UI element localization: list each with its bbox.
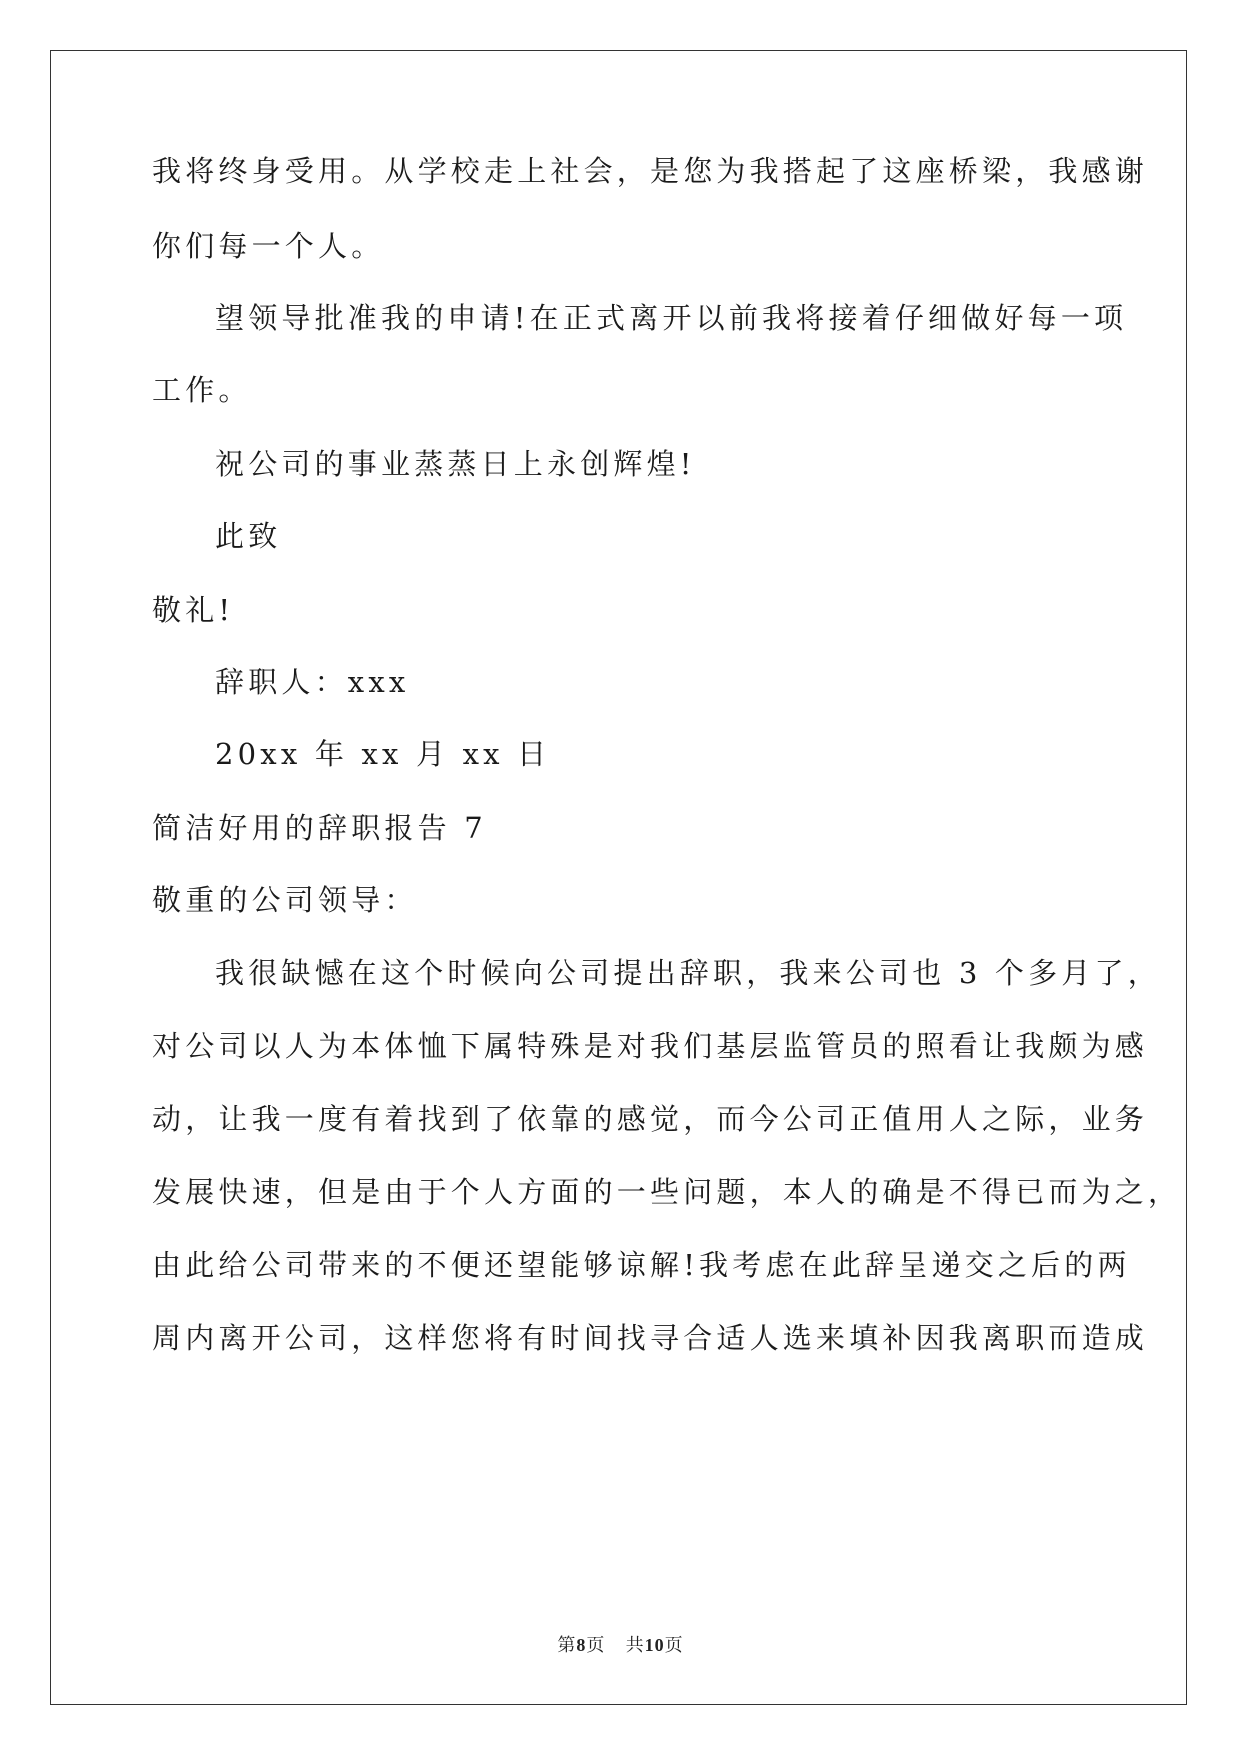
total-prefix: 共 — [625, 1635, 645, 1656]
text-line: 祝公司的事业蒸蒸日上永创辉煌! — [215, 447, 696, 481]
text-line: 此致 — [215, 519, 282, 553]
text-line: 工作。 — [152, 373, 252, 407]
page-number: 8 — [576, 1635, 587, 1655]
total-pages: 10 — [644, 1635, 665, 1655]
text-line: 敬礼! — [152, 593, 235, 627]
text-line: 动，让我一度有着找到了依靠的感觉，而今公司正值用人之际，业务 — [152, 1102, 1149, 1136]
page-prefix: 第 — [557, 1635, 577, 1656]
page-suffix: 页 — [586, 1635, 606, 1656]
text-line: 辞职人：xxx — [215, 665, 410, 699]
page-footer — [0, 1634, 1241, 1657]
text-line: 20xx 年 xx 月 xx 日 — [215, 737, 551, 771]
text-line: 你们每一个人。 — [152, 229, 385, 263]
section-title: 简洁好用的辞职报告 7 — [152, 811, 487, 845]
text-line: 我将终身受用。从学校走上社会，是您为我搭起了这座桥梁，我感谢 — [152, 154, 1149, 188]
text-line: 由此给公司带来的不便还望能够谅解!我考虑在此辞呈递交之后的两 — [152, 1248, 1131, 1282]
text-line: 发展快速，但是由于个人方面的一些问题，本人的确是不得已而为之， — [152, 1175, 1182, 1209]
total-suffix: 页 — [664, 1635, 684, 1656]
text-line: 周内离开公司，这样您将有时间找寻合适人选来填补因我离职而造成 — [152, 1321, 1149, 1355]
page-border — [50, 50, 1187, 1705]
salutation: 敬重的公司领导： — [152, 883, 418, 917]
text-line: 对公司以人为本体恤下属特殊是对我们基层监管员的照看让我颇为感 — [152, 1029, 1149, 1063]
text-line: 望领导批准我的申请!在正式离开以前我将接着仔细做好每一项 — [215, 301, 1128, 335]
text-line: 我很缺憾在这个时候向公司提出辞职，我来公司也 3 个多月了， — [215, 956, 1161, 990]
